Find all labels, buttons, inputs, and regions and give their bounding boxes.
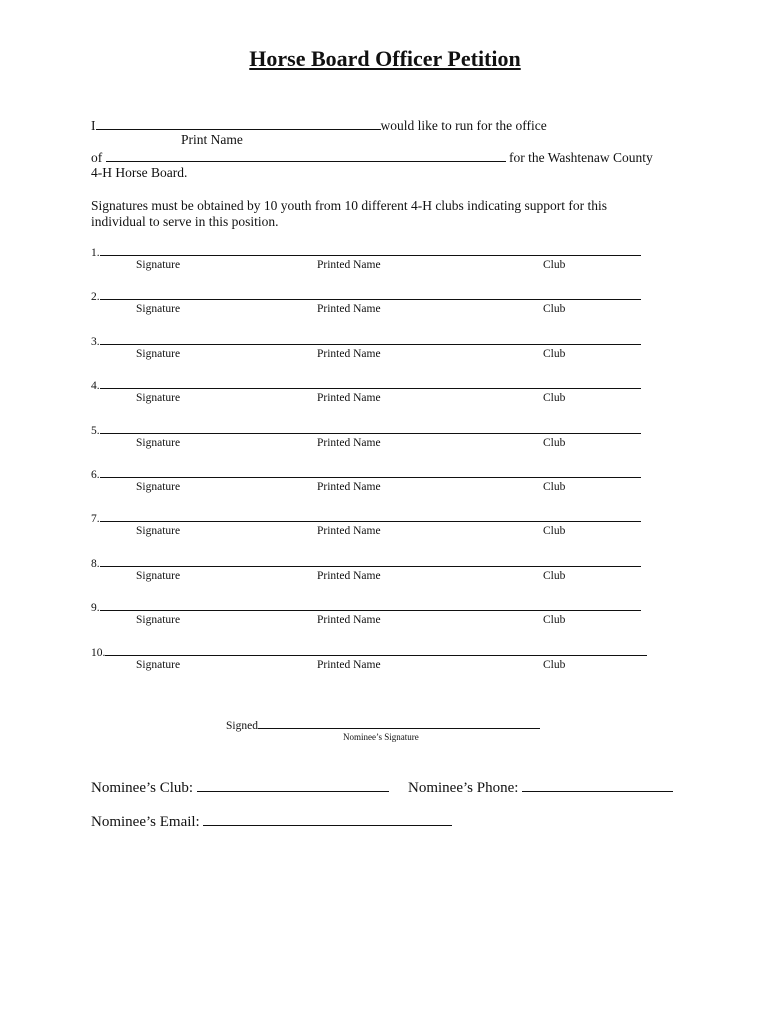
signature-line-field[interactable] (100, 377, 641, 389)
row-number: 6. (91, 469, 100, 481)
club-column-label: Club (543, 614, 566, 626)
printed-name-column-label: Printed Name (317, 303, 381, 315)
club-column-label: Club (543, 303, 566, 315)
printed-name-column-label: Printed Name (317, 481, 381, 493)
club-column-label: Club (543, 481, 566, 493)
printed-name-column-label: Printed Name (317, 659, 381, 671)
club-column-label: Club (543, 348, 566, 360)
nominee-signature-field[interactable] (258, 717, 540, 729)
signature-line-field[interactable] (100, 422, 641, 434)
printed-name-column-label: Printed Name (317, 570, 381, 582)
signature-line-field[interactable] (100, 555, 641, 567)
print-name-field[interactable] (96, 116, 381, 130)
nominee-email-label: Nominee’s Email: (91, 814, 200, 830)
i-label: I (91, 118, 96, 133)
signature-column-label: Signature (136, 614, 181, 626)
signature-column-label: Signature (136, 659, 181, 671)
signature-row (91, 288, 641, 303)
signature-column-label: Signature (136, 525, 181, 537)
requirement-line-1: Signatures must be obtained by 10 youth from 10 different 4-H clubs indicating support for this (91, 198, 608, 213)
signature-column-label: Signature (136, 481, 181, 493)
nominee-email-row (91, 811, 452, 831)
signature-column-label: Signature (136, 437, 181, 449)
page-title: Horse Board Officer Petition (249, 46, 521, 71)
signature-column-label: Signature (136, 348, 181, 360)
club-column-label: Club (543, 392, 566, 404)
requirement-line-2: individual to serve in this position. (91, 214, 279, 229)
signature-column-label: Signature (136, 259, 181, 271)
printed-name-column-label: Printed Name (317, 392, 381, 404)
signature-row (91, 510, 641, 525)
nominee-phone-label: Nominee’s Phone: (408, 780, 519, 796)
nominee-signature-caption: Nominee’s Signature (343, 732, 419, 742)
club-column-label: Club (543, 259, 566, 271)
signature-row (91, 555, 641, 570)
signature-row (91, 422, 641, 437)
club-column-label: Club (543, 570, 566, 582)
row-number: 9. (91, 602, 100, 614)
club-column-label: Club (543, 525, 566, 537)
signature-row (91, 377, 641, 392)
row-number: 5. (91, 425, 100, 437)
signature-row (91, 599, 641, 614)
club-column-label: Club (543, 437, 566, 449)
row-number: 2. (91, 291, 100, 303)
run-text: would like to run for the office (380, 118, 547, 133)
nominee-club-field[interactable] (197, 777, 389, 792)
nominee-phone-field[interactable] (522, 777, 673, 792)
of-label: of (91, 150, 103, 165)
nominee-email-field[interactable] (203, 811, 452, 826)
printed-name-column-label: Printed Name (317, 348, 381, 360)
printed-name-column-label: Printed Name (317, 437, 381, 449)
nominee-phone-row (408, 777, 673, 797)
signature-line-field[interactable] (100, 244, 641, 256)
row-number: 8. (91, 558, 100, 570)
signature-line-field[interactable] (100, 466, 641, 478)
signature-row (91, 244, 641, 259)
signature-line-field[interactable] (100, 510, 641, 522)
board-text: 4-H Horse Board. (91, 165, 188, 180)
printed-name-column-label: Printed Name (317, 614, 381, 626)
printed-name-column-label: Printed Name (317, 259, 381, 271)
signature-column-label: Signature (136, 392, 181, 404)
signature-line-field[interactable] (100, 333, 641, 345)
signature-line-field[interactable] (100, 288, 641, 300)
row-number: 4. (91, 380, 100, 392)
signature-row (91, 466, 641, 481)
signature-line-field[interactable] (105, 644, 647, 656)
signed-label: Signed (226, 720, 258, 732)
row-number: 1. (91, 247, 100, 259)
print-name-label: Print Name (181, 132, 243, 147)
signature-column-label: Signature (136, 570, 181, 582)
row-number: 7. (91, 513, 100, 525)
intro-line-1 (91, 116, 547, 134)
nominee-club-label: Nominee’s Club: (91, 780, 194, 796)
nominee-club-row (91, 777, 389, 797)
intro-line-2 (91, 148, 653, 166)
row-number: 3. (91, 336, 100, 348)
signature-line-field[interactable] (100, 599, 641, 611)
printed-name-column-label: Printed Name (317, 525, 381, 537)
signed-line (226, 717, 540, 732)
club-column-label: Club (543, 659, 566, 671)
signature-row (91, 644, 647, 659)
office-field[interactable] (106, 148, 506, 162)
signature-row (91, 333, 641, 348)
row-number: 10. (91, 647, 106, 659)
county-text: for the Washtenaw County (509, 150, 653, 165)
signature-column-label: Signature (136, 303, 181, 315)
